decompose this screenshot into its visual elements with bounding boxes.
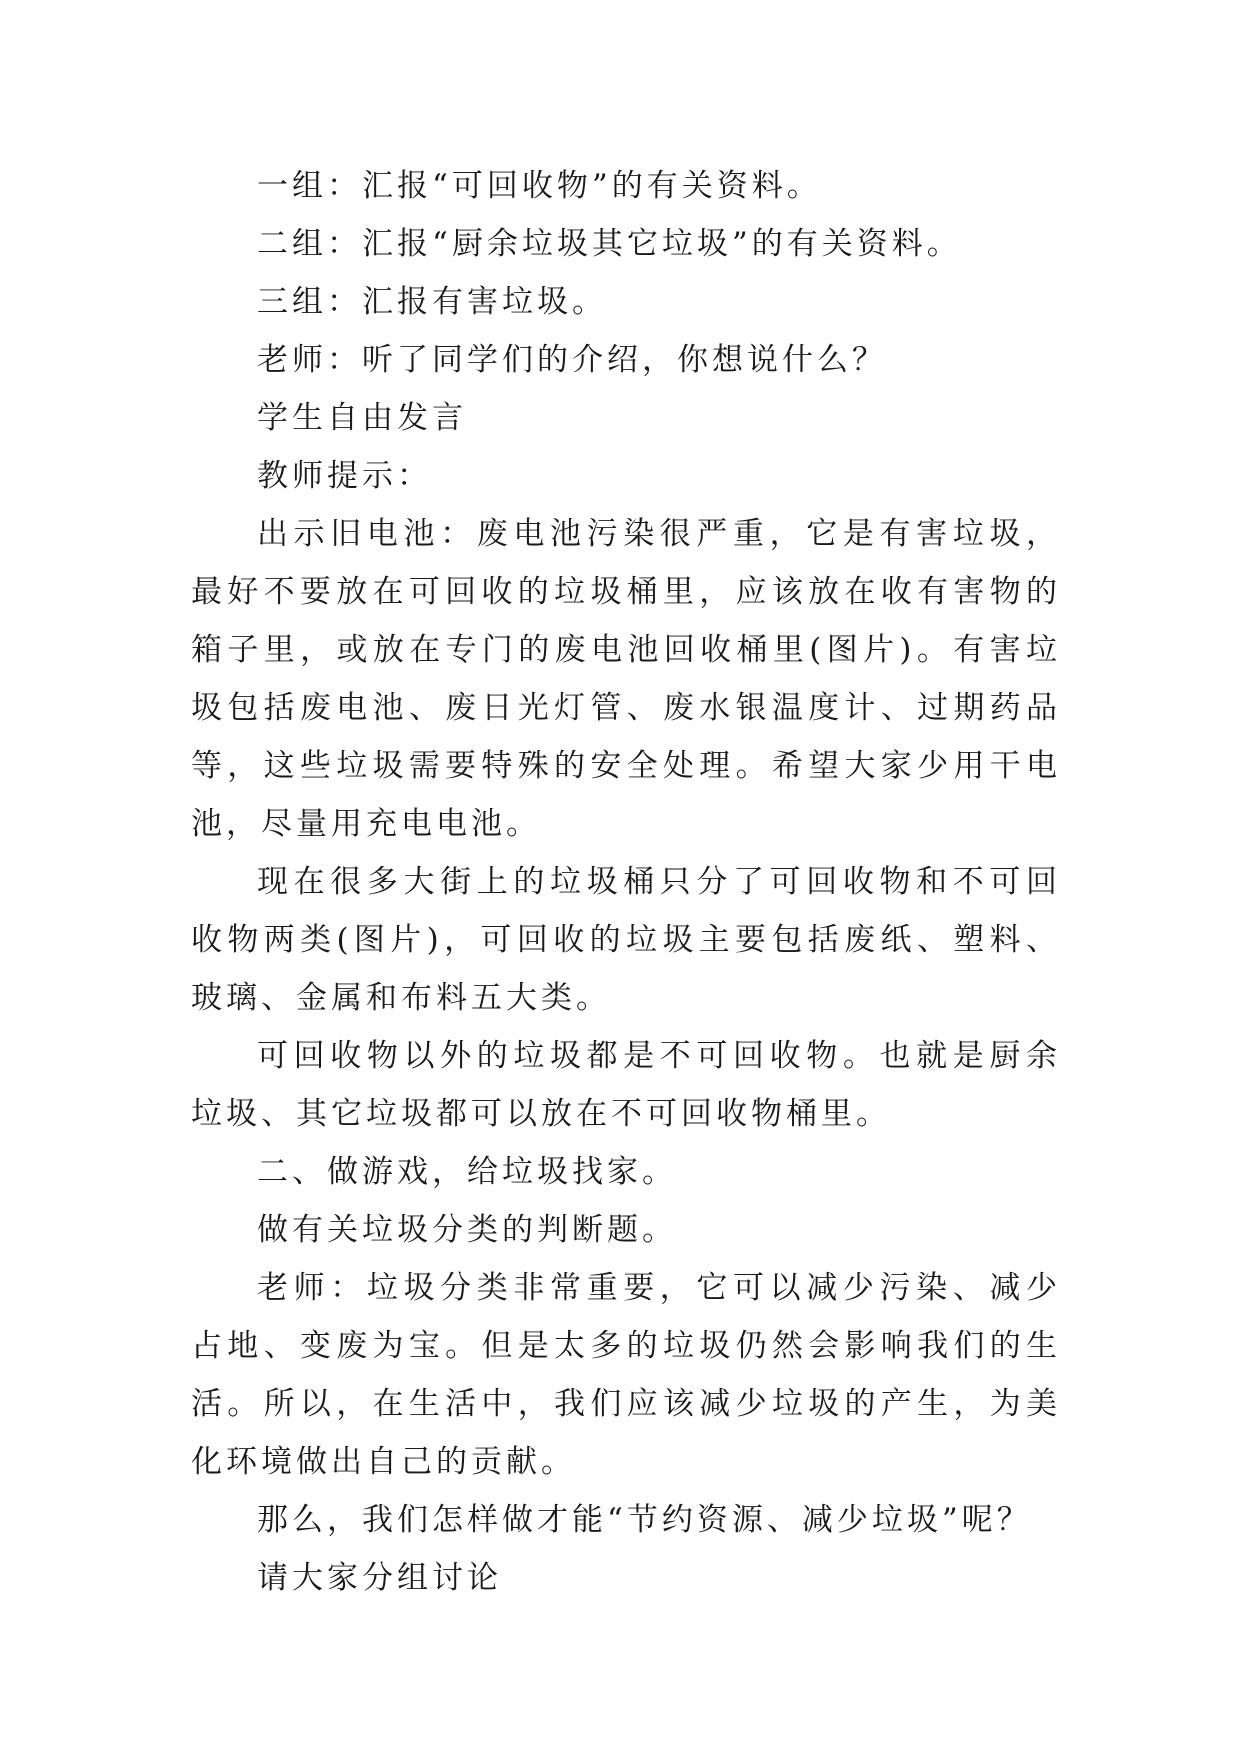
- paragraph-group2-report: 二组：汇报“厨余垃圾其它垃圾”的有关资料。: [257, 226, 962, 262]
- paragraph-students-speak: 学生自由发言: [257, 400, 467, 436]
- paragraph-street-bins: 现在很多大街上的垃圾桶只分了可回收物和不可回收物两类(图片)，可回收的垃圾主要包括废纸、塑料、玻璃、金属和布料五大类。: [191, 864, 1061, 1016]
- document-body: [191, 157, 1061, 1607]
- paragraph-group1-report: 一组：汇报“可回收物”的有关资料。: [257, 168, 822, 204]
- paragraph-non-recyclable: 可回收物以外的垃圾都是不可回收物。也就是厨余垃圾、其它垃圾都可以放在不可回收物桶里。: [191, 1038, 1061, 1132]
- paragraph-teacher-question: 老师：听了同学们的介绍，你想说什么？: [257, 342, 887, 378]
- paragraph-group-discussion: 请大家分组讨论: [257, 1560, 502, 1596]
- paragraph-group3-report: 三组：汇报有害垃圾。: [257, 284, 607, 320]
- paragraph-quiz: 做有关垃圾分类的判断题。: [257, 1212, 677, 1248]
- paragraph-batteries: 出示旧电池：废电池污染很严重，它是有害垃圾，最好不要放在可回收的垃圾桶里，应该放在收有害物的箱子里，或放在专门的废电池回收桶里(图片)。有害垃圾包括废电池、废日光灯管、废水银温度计、过期药品等，这些垃圾需要特殊的安全处理。希望大家少用干电池，尽量用充电电池。: [191, 516, 1061, 842]
- paragraph-teacher-summary: 老师：垃圾分类非常重要，它可以减少污染、减少占地、变废为宝。但是太多的垃圾仍然会影响我们的生活。所以，在生活中，我们应该减少垃圾的产生，为美化环境做出自己的贡献。: [191, 1270, 1061, 1480]
- paragraph-question-reduce: 那么，我们怎样做才能“节约资源、减少垃圾”呢？: [257, 1502, 1032, 1538]
- paragraph-teacher-hint: 教师提示：: [257, 458, 432, 494]
- paragraph-section-game: 二、做游戏，给垃圾找家。: [257, 1154, 677, 1190]
